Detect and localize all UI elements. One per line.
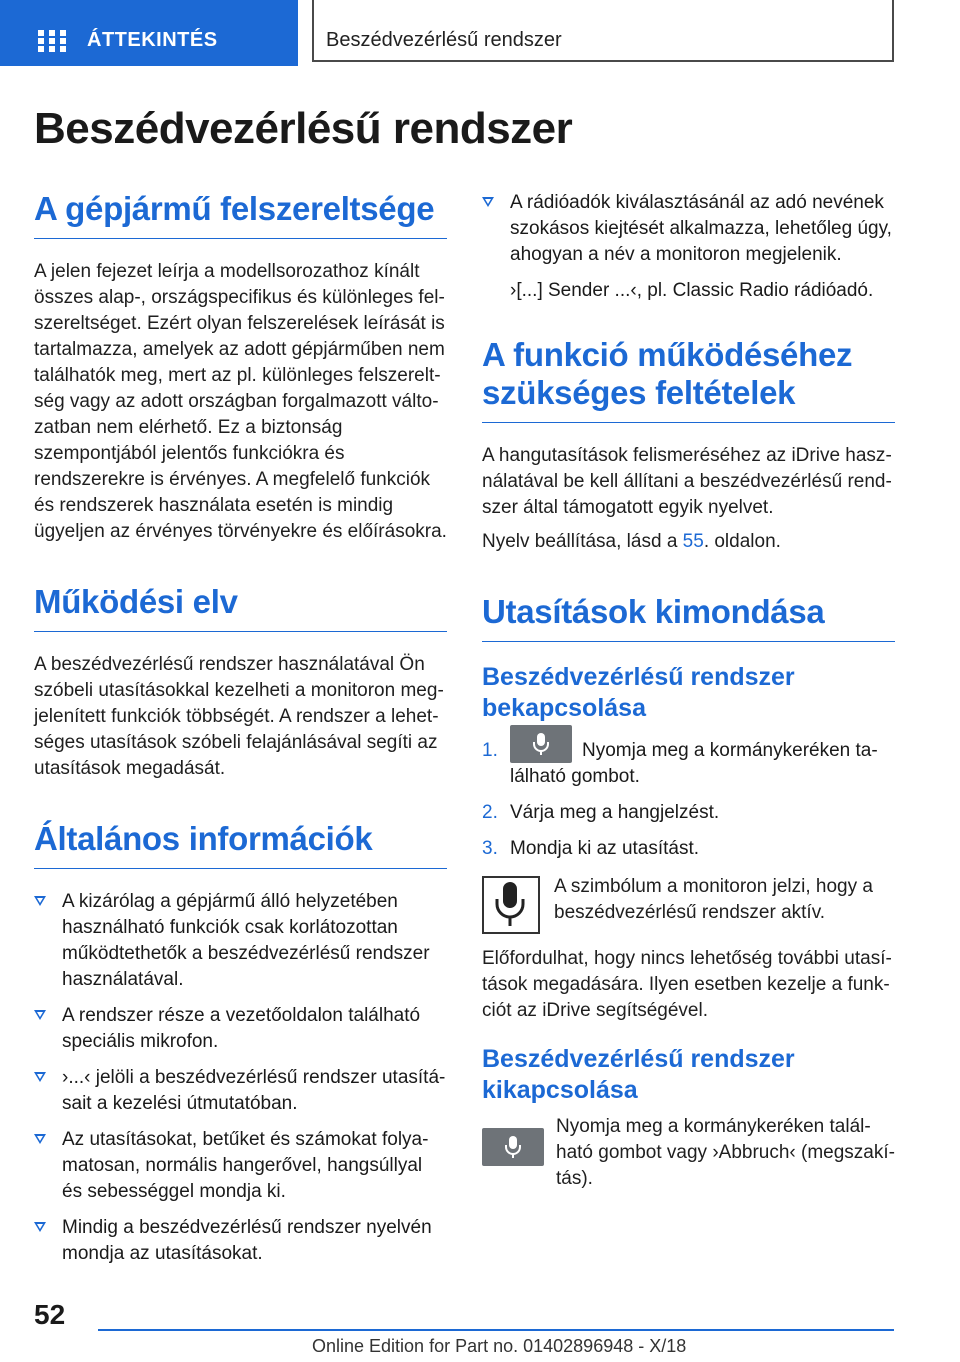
step-item: 2. Várja meg a hangjelzést. (482, 802, 720, 823)
section-title-equipment: A gépjármű felszereltsége (34, 190, 447, 239)
principle-text: A beszédvezérlésű rendszer használatával Ön szóbeli utasításokkal kezelheti a monitoron megjelenített funkciók többségét. A rendszer a lehetséges utasítások szóbeli felajánlásával segíti az utasítások megadását. (34, 654, 444, 779)
current-section-label: Beszédvezérlésű rendszer (326, 29, 562, 51)
triangle-bullet-icon (34, 1222, 46, 1232)
section-title-commands: Utasítások kimondása (482, 593, 895, 642)
step-item: 1. Nyomja meg a kormánykeréken található gombot. (482, 738, 895, 790)
triangle-bullet-icon (34, 1010, 46, 1020)
page-number: 52 (34, 1299, 66, 1330)
microphone-button-icon (510, 725, 572, 763)
left-column (34, 190, 447, 1277)
footer-divider (98, 1329, 894, 1331)
requirements-text: A hangutasítások felismeréséhez az iDrive használatával be kell állítani a beszédvezérlésű rendszer által támogatott egyik nyelvet. (482, 445, 892, 518)
list-item: Mindig a beszédvezérlésű rendszer nyelvén mondja az utasításokat. (34, 1215, 447, 1267)
edition-info: Online Edition for Part no. 01402896948 - X/18 (312, 1336, 687, 1356)
triangle-bullet-icon (34, 1072, 46, 1082)
step-item: 3. Mondja ki az utasítást. (482, 838, 700, 859)
list-item: ›...‹ jelöli a beszédvezérlésű rendszer utasításait a kezelési útmutatóban. (34, 1065, 447, 1117)
right-column (482, 190, 895, 1192)
page-link[interactable]: 55 (682, 531, 704, 552)
equipment-text: A jelen fejezet leírja a modellsorozathoz kínált összes alap-, országspecifikus és különleges felszereltséget. Ezért olyan felszerelések leírását is tartalmazza, amelyek az adott gépjárműben nem találhatók meg, mert az pl. különleges felszereltség vagy az adott országban forgalmazott változatban nem elérhető. Ez a biztonság szempontjából jelentős funkciókra és rendszerekre is érvényes. A megfelelő funkciók és rendszerek használata esetén is mindig ügyeljen az érvényes törvényekre és előírásokra. (34, 261, 447, 542)
page-title: Beszédvezérlésű rendszer (34, 104, 573, 153)
section-title-general-info: Általános információk (34, 820, 447, 869)
radio-tip-list (482, 190, 895, 304)
activation-steps (482, 738, 895, 862)
triangle-bullet-icon (482, 197, 494, 207)
list-item: A rendszer része a vezetőoldalon található speciális mikrofon. (34, 1003, 447, 1055)
subsection-title-deactivate: Beszédvezérlésű rendszer kikapcsolása (482, 1045, 795, 1104)
triangle-bullet-icon (34, 1134, 46, 1144)
subsection-title-activate: Beszédvezérlésű rendszer bekapcsolása (482, 663, 795, 722)
top-navigation-bar (0, 0, 960, 66)
radio-example: ›[...] Sender ...‹, pl. Classic Radio rádióadó. (510, 280, 874, 301)
current-section-tab[interactable] (312, 0, 894, 62)
section-title-principle: Működési elv (34, 583, 447, 632)
triangle-bullet-icon (34, 896, 46, 906)
grid-icon (38, 30, 66, 52)
note-text: Előfordulhat, hogy nincs lehetőség további utasítások megadására. Ilyen esetben kezelje a funkciót az iDrive segítségével. (482, 948, 892, 1021)
list-item: Az utasításokat, betűket és számokat folyamatosan, normális hangerővel, hangsúllyal és sebességgel mondja ki. (34, 1127, 447, 1205)
microphone-button-icon (482, 1128, 544, 1166)
section-title-requirements: A funkció működéséhez szükséges feltételek (482, 336, 895, 423)
general-info-list (34, 889, 447, 1267)
list-item: A kizárólag a gépjármű álló helyzetében használható funkciók csak korlátozottan működtethetők a beszédvezérlésű rendszer használatával. (34, 889, 447, 993)
microphone-icon (482, 876, 540, 934)
overview-tab-label: ÁTTEKINTÉS (87, 29, 218, 51)
symbol-explanation: A szimbólum a monitoron jelzi, hogy a beszédvezérlésű rendszer aktív. (554, 876, 873, 923)
language-reference: Nyelv beállítása, lásd a 55. oldalon. (482, 531, 781, 552)
overview-tab[interactable] (0, 0, 298, 66)
deactivate-text: Nyomja meg a kormánykeréken található gombot vagy ›Abbruch‹ (megszakítás). (556, 1116, 895, 1189)
list-item: A rádióadók kiválasztásánál az adó nevének szokásos kiejtését alkalmazza, lehetőleg úgy, ahogyan a név a monitoron megjelenik. ›[...] Sender ...‹, pl. Classic Radio rádióadó. (482, 190, 895, 304)
